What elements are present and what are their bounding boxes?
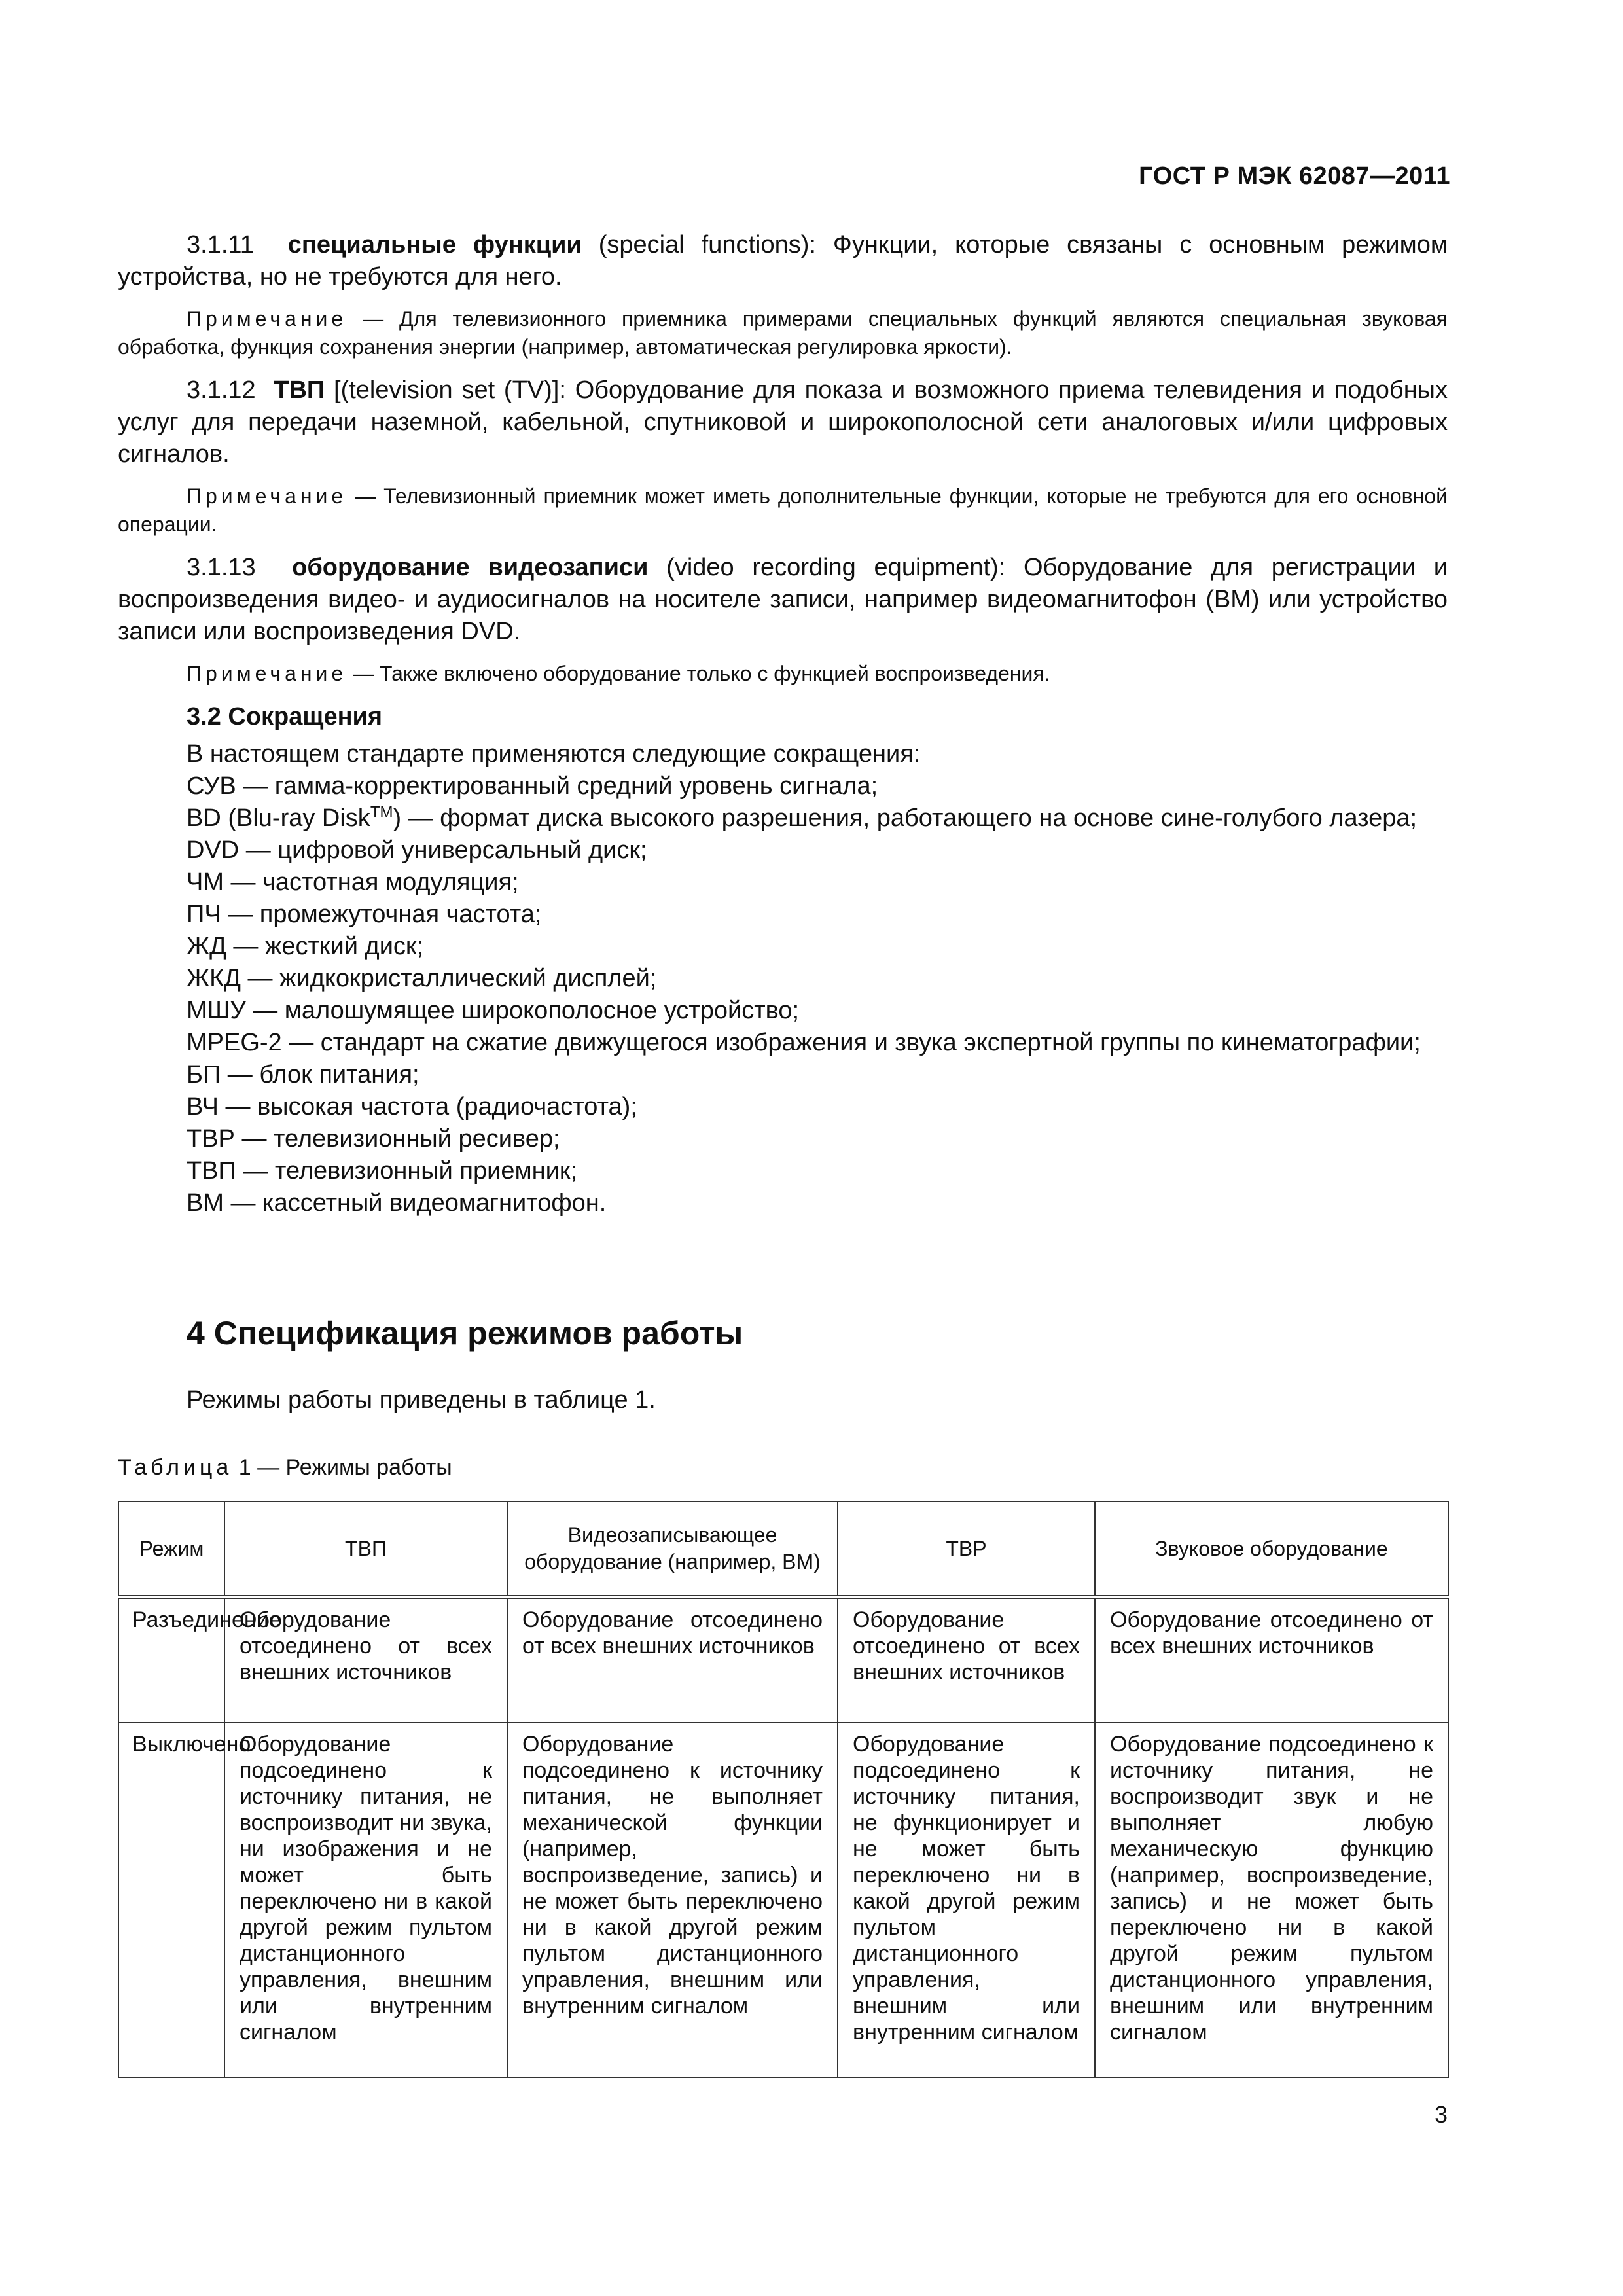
abbr-intro: В настоящем стандарте применяются следующие сокращения: xyxy=(187,740,921,768)
table-header-cell: Режим xyxy=(118,1501,224,1597)
table-row xyxy=(118,1723,1448,2077)
term-tvp: ТВП xyxy=(274,376,325,404)
table-cell: Оборудование подсоединено к источнику питания, не функционирует и не может быть переключено ни в какой другой режим пультом дистанционного управления, внешним или внутренним сигналом xyxy=(838,1723,1095,2077)
clause-3-1-11: 3.1.11 специальные функции (special functions): Функции, которые связаны с основным режимом устройства, но не требуются для него. xyxy=(118,231,1448,291)
table-cell: Оборудование отсоединено от всех внешних источников xyxy=(507,1597,838,1723)
abbr-item: ЖКД — жидкокристаллический дисплей; xyxy=(187,965,657,992)
note-3-1-12: Примечание — Телевизионный приемник может иметь дополнительные функции, которые не требуются для его основной операции. xyxy=(118,484,1448,536)
table-cell: Оборудование подсоединено к источнику питания, не воспроизводит ни звука, ни изображения и не может быть переключено ни в какой другой режим пультом дистанционного управления, внешним или внутренним сигналом xyxy=(224,1723,507,2077)
abbr-item: ТВР — телевизионный ресивер; xyxy=(187,1125,560,1153)
table-cell: Оборудование отсоединено от всех внешних источников xyxy=(838,1597,1095,1723)
section-4-title: 4 Спецификация режимов работы xyxy=(187,1315,743,1352)
abbr-item-bd: BD (Blu-ray Disk™) — формат диска высокого разрешения, работающего на основе сине-голубого лазера; xyxy=(187,803,1418,832)
table-cell: Оборудование подсоединено к источнику питания, не выполняет механической функции (например, воспроизведение, запись) и не может быть переключено ни в какой другой режим пультом дистанционного управления, внешним или внутренним сигналом xyxy=(507,1723,838,2077)
abbr-item: БП — блок питания; xyxy=(187,1061,419,1088)
abbr-item: ВМ — кассетный видеомагнитофон. xyxy=(187,1189,607,1217)
table-header-cell: Звуковое оборудование xyxy=(1095,1501,1448,1597)
table-cell: Оборудование отсоединено от всех внешних источников xyxy=(1095,1597,1448,1723)
table-cell: Оборудование подсоединено к источнику питания, не воспроизводит звук и не выполняет любую механическую функцию (например, воспроизведение, запись) и не может быть переключено ни в какой другой режим пультом дистанционного управления, внешним или внутренним сигналом xyxy=(1095,1723,1448,2077)
note-3-1-11: Примечание — Для телевизионного приемника примерами специальных функций являются специальная звуковая обработка, функция сохранения энергии (например, автоматическая регулировка яркости). xyxy=(118,307,1448,359)
abbr-item: МШУ — малошумящее широкополосное устройство; xyxy=(187,997,800,1024)
clause-3-1-12: 3.1.12 ТВП [(television set (TV)]: Оборудование для показа и возможного приема телевидения и подобных услуг для передачи наземной, кабельной, спутниковой и широкополосной сети аналоговых и/или цифровых сигналов. xyxy=(118,376,1448,468)
modes-table xyxy=(118,1501,1449,2078)
term-special-functions: специальные функции xyxy=(287,231,582,259)
abbr-item: DVD — цифровой универсальный диск; xyxy=(187,836,647,864)
table-header-cell: Видеозаписывающее оборудование (например, ВМ) xyxy=(507,1501,838,1597)
abbr-item: ТВП — телевизионный приемник; xyxy=(187,1157,577,1185)
page-number: 3 xyxy=(1434,2101,1448,2128)
clause-3-1-13: 3.1.13 оборудование видеозаписи (video recording equipment): Оборудование для регистрации и воспроизведения видео- и аудиосигналов на носителе записи, например видеомагнитофон (ВМ) или устройство записи или воспроизведения DVD. xyxy=(118,554,1448,645)
table-row xyxy=(118,1597,1448,1723)
table-header-row xyxy=(118,1501,1448,1597)
table-cell: Оборудование отсоединено от всех внешних источников xyxy=(224,1597,507,1723)
document-header: ГОСТ Р МЭК 62087—2011 xyxy=(1139,162,1450,190)
section-4-text: Режимы работы приведены в таблице 1. xyxy=(187,1386,656,1414)
note-3-1-13: Примечание — Также включено оборудование только с функцией воспроизведения. xyxy=(187,662,1050,685)
table-cell-mode: Разъединение xyxy=(118,1597,224,1723)
abbr-item: ЧМ — частотная модуляция; xyxy=(187,869,519,896)
abbr-item: СУВ — гамма-корректированный средний уровень сигнала; xyxy=(187,772,878,800)
table-header-cell: ТВП xyxy=(224,1501,507,1597)
abbr-item: ВЧ — высокая частота (радиочастота); xyxy=(187,1093,637,1121)
table-header-cell: ТВР xyxy=(838,1501,1095,1597)
abbr-item: ЖД — жесткий диск; xyxy=(187,933,424,960)
section-3-2-title: 3.2 Сокращения xyxy=(187,703,383,730)
definitions-block xyxy=(118,229,1448,1219)
table-caption: Таблица 1 — Режимы работы xyxy=(118,1455,452,1480)
abbr-item: ПЧ — промежуточная частота; xyxy=(187,901,542,928)
table-cell-mode: Выключено xyxy=(118,1723,224,2077)
term-video-recording: оборудование видеозаписи xyxy=(292,554,649,581)
abbr-item-mpeg: MPEG-2 — стандарт на сжатие движущегося изображения и звука экспертной группы по кинематографии; xyxy=(187,1029,1421,1056)
